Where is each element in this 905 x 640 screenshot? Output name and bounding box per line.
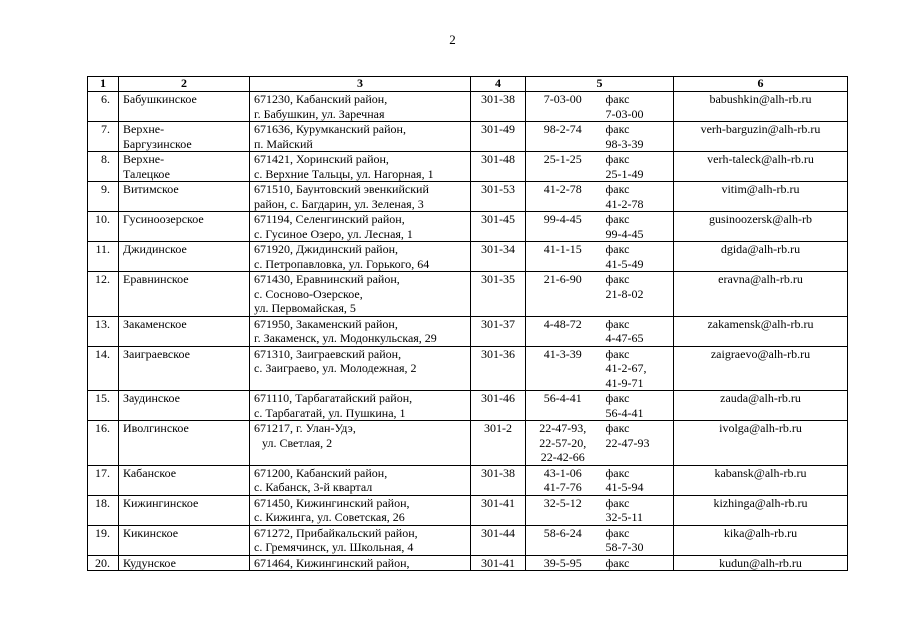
phone-numbers — [526, 212, 600, 242]
phone-line: 43-1-06 — [543, 465, 582, 480]
dialing-code: 301-38 — [471, 92, 526, 122]
phone-line: 22-42-66 — [540, 450, 585, 464]
fax-line: 41-2-78 — [605, 196, 644, 211]
fax-numbers — [600, 525, 674, 555]
forestry-name — [119, 391, 250, 421]
fax-line: 4-47-65 — [605, 331, 644, 345]
forestry-name — [119, 495, 250, 525]
postal-address — [250, 525, 471, 555]
address-line: с. Заиграево, ул. Молодежная, 2 — [254, 361, 417, 375]
fax-line: факс — [605, 92, 630, 106]
phone-numbers — [526, 152, 600, 182]
postal-address — [250, 421, 471, 466]
forestry-name — [119, 152, 250, 182]
fax-numbers — [600, 272, 674, 317]
phone-numbers — [526, 465, 600, 495]
address-line: 671450, Кижингинский район, — [254, 495, 410, 510]
fax-line: факс — [605, 465, 630, 480]
address-line: с. Петропавловка, ул. Горького, 64 — [254, 256, 430, 271]
postal-address — [250, 242, 471, 272]
fax-line: факс — [605, 182, 630, 196]
phone-numbers — [526, 122, 600, 152]
email-address: babushkin@alh-rb.ru — [674, 92, 848, 122]
row-number: 9. — [88, 182, 119, 212]
forestry-name-line: Закаменское — [123, 316, 187, 331]
row-number: 12. — [88, 272, 119, 317]
address-line: с. Кижинга, ул. Советская, 26 — [254, 510, 405, 524]
row-number: 13. — [88, 316, 119, 346]
postal-address — [250, 391, 471, 421]
email-address: zauda@alh-rb.ru — [674, 391, 848, 421]
postal-address — [250, 465, 471, 495]
forestry-name — [119, 421, 250, 466]
fax-line: факс — [605, 525, 630, 540]
page-number: 2 — [449, 32, 456, 47]
address-line: с. Гремячинск, ул. Школьная, 4 — [254, 540, 414, 554]
address-line: 671421, Хоринский район, — [254, 152, 389, 166]
dialing-code: 301-45 — [471, 212, 526, 242]
fax-numbers — [600, 391, 674, 421]
forestry-name — [119, 346, 250, 391]
phone-line: 7-03-00 — [543, 92, 582, 106]
address-line: с. Тарбагатай, ул. Пушкина, 1 — [254, 405, 406, 420]
address-line: 671636, Курумканский район, — [254, 122, 406, 136]
fax-line: факс — [605, 421, 630, 435]
phone-line: 22-57-20, — [539, 435, 587, 450]
fax-line: факс — [605, 495, 630, 510]
address-line: 671950, Закаменский район, — [254, 316, 398, 331]
fax-line: факс — [605, 122, 630, 136]
email-address: ivolga@alh-rb.ru — [674, 421, 848, 466]
forestry-name-line: Заиграевское — [123, 346, 190, 361]
table-row — [88, 495, 848, 525]
row-number: 19. — [88, 525, 119, 555]
fax-line: 32-5-11 — [605, 510, 644, 524]
postal-address — [250, 92, 471, 122]
address-line: 671200, Кабанский район, — [254, 465, 388, 480]
phone-numbers — [526, 555, 600, 571]
row-number: 8. — [88, 152, 119, 182]
email-address: zaigraevo@alh-rb.ru — [674, 346, 848, 391]
phone-line: 41-3-39 — [543, 346, 582, 361]
forestry-name — [119, 182, 250, 212]
fax-line: 98-3-39 — [605, 136, 644, 151]
fax-line: 56-4-41 — [605, 405, 644, 420]
header-col-6: 6 — [674, 77, 848, 92]
header-col-5: 5 — [526, 77, 674, 92]
fax-line: факс — [605, 346, 630, 361]
phone-line: 41-7-76 — [543, 480, 582, 494]
table-row — [88, 316, 848, 346]
fax-line: факс — [605, 316, 630, 331]
phone-line: 21-6-90 — [543, 272, 582, 286]
address-line: 671230, Кабанский район, — [254, 92, 388, 106]
forestry-name-line: Витимское — [123, 182, 179, 196]
address-line: ул. Светлая, 2 — [262, 435, 333, 450]
table-row — [88, 212, 848, 242]
table-row — [88, 421, 848, 466]
dialing-code: 301-36 — [471, 346, 526, 391]
row-number: 14. — [88, 346, 119, 391]
phone-numbers — [526, 391, 600, 421]
fax-line: 41-2-67, — [605, 361, 647, 375]
forestry-name-line: Гусиноозерское — [123, 212, 204, 226]
dialing-code: 301-2 — [471, 421, 526, 466]
fax-numbers — [600, 182, 674, 212]
row-number: 6. — [88, 92, 119, 122]
address-line: ул. Первомайская, 5 — [254, 301, 356, 315]
forestry-name — [119, 92, 250, 122]
row-number: 11. — [88, 242, 119, 272]
forestry-name — [119, 525, 250, 555]
dialing-code: 301-34 — [471, 242, 526, 272]
fax-line: 58-7-30 — [605, 540, 644, 554]
phone-numbers — [526, 272, 600, 317]
fax-numbers — [600, 495, 674, 525]
postal-address — [250, 152, 471, 182]
email-address: gusinoozersk@alh-rb — [674, 212, 848, 242]
fax-numbers — [600, 122, 674, 152]
postal-address — [250, 555, 471, 571]
header-row — [88, 77, 848, 92]
email-address: verh-taleck@alh-rb.ru — [674, 152, 848, 182]
dialing-code: 301-46 — [471, 391, 526, 421]
header-col-3: 3 — [250, 77, 471, 92]
forestry-name-line: Кудунское — [123, 555, 176, 570]
fax-line: 41-5-49 — [605, 256, 644, 271]
fax-line: факс — [605, 391, 630, 405]
fax-line: 99-4-45 — [605, 226, 644, 241]
address-line: 671272, Прибайкальский район, — [254, 525, 418, 540]
phone-line: 58-6-24 — [543, 525, 582, 540]
address-line: с. Кабанск, 3-й квартал — [254, 480, 373, 494]
row-number: 15. — [88, 391, 119, 421]
phone-line: 32-5-12 — [543, 495, 582, 510]
phone-numbers — [526, 525, 600, 555]
address-line: 671110, Тарбагатайский район, — [254, 391, 413, 405]
address-line: 671194, Селенгинский район, — [254, 212, 405, 226]
table-row — [88, 465, 848, 495]
forestry-name-line: Кикинское — [123, 525, 179, 540]
header-col-1: 1 — [88, 77, 119, 92]
fax-numbers — [600, 555, 674, 571]
email-address: vitim@alh-rb.ru — [674, 182, 848, 212]
table-row — [88, 391, 848, 421]
forestry-name-line: Кабанское — [123, 465, 177, 480]
forestry-name — [119, 212, 250, 242]
address-line: 671430, Еравнинский район, — [254, 272, 400, 286]
forestry-name-line: Джидинское — [123, 242, 187, 256]
fax-line: 7-03-00 — [605, 106, 644, 121]
phone-numbers — [526, 92, 600, 122]
address-line: 671310, Заиграевский район, — [254, 346, 402, 361]
forestry-name-line: Заудинское — [123, 391, 180, 405]
row-number: 17. — [88, 465, 119, 495]
table-row — [88, 525, 848, 555]
address-line: п. Майский — [254, 136, 313, 151]
fax-line: факс — [605, 212, 630, 226]
forestry-name — [119, 555, 250, 571]
email-address: eravna@alh-rb.ru — [674, 272, 848, 317]
table-row — [88, 182, 848, 212]
dialing-code: 301-38 — [471, 465, 526, 495]
fax-line: факс — [605, 272, 630, 286]
fax-numbers — [600, 346, 674, 391]
table-body — [88, 92, 848, 571]
email-address: zakamensk@alh-rb.ru — [674, 316, 848, 346]
phone-line: 41-2-78 — [543, 182, 582, 196]
address-line: район, с. Багдарин, ул. Зеленая, 3 — [254, 196, 424, 211]
postal-address — [250, 122, 471, 152]
row-number: 7. — [88, 122, 119, 152]
postal-address — [250, 316, 471, 346]
fax-numbers — [600, 316, 674, 346]
phone-line: 99-4-45 — [543, 212, 582, 226]
address-line: г. Бабушкин, ул. Заречная — [254, 106, 385, 121]
postal-address — [250, 212, 471, 242]
forestry-name-line: Еравнинское — [123, 272, 189, 286]
phone-line: 98-2-74 — [543, 122, 582, 136]
phone-line: 25-1-25 — [543, 152, 582, 166]
forestry-name-line: Верхне- — [123, 122, 165, 136]
phone-line: 4-48-72 — [543, 316, 582, 331]
table-row — [88, 346, 848, 391]
forestry-name-line: Кижингинское — [123, 495, 199, 510]
phone-numbers — [526, 346, 600, 391]
address-line: 671464, Кижингинский район, — [254, 555, 410, 570]
header-col-4: 4 — [471, 77, 526, 92]
phone-numbers — [526, 316, 600, 346]
table-row — [88, 152, 848, 182]
table-row — [88, 122, 848, 152]
dialing-code: 301-48 — [471, 152, 526, 182]
address-line: с. Гусиное Озеро, ул. Лесная, 1 — [254, 226, 413, 241]
address-line: с. Сосново-Озерское, — [254, 286, 363, 301]
fax-numbers — [600, 421, 674, 466]
dialing-code: 301-41 — [471, 555, 526, 571]
postal-address — [250, 272, 471, 317]
row-number: 20. — [88, 555, 119, 571]
forestry-name-line: Верхне- — [123, 152, 165, 166]
fax-line: 41-9-71 — [605, 375, 644, 390]
fax-numbers — [600, 212, 674, 242]
dialing-code: 301-53 — [471, 182, 526, 212]
dialing-code: 301-35 — [471, 272, 526, 317]
dialing-code: 301-44 — [471, 525, 526, 555]
fax-numbers — [600, 152, 674, 182]
email-address: dgida@alh-rb.ru — [674, 242, 848, 272]
dialing-code: 301-41 — [471, 495, 526, 525]
phone-line: 41-1-15 — [543, 242, 582, 256]
email-address: kabansk@alh-rb.ru — [674, 465, 848, 495]
forestry-name — [119, 242, 250, 272]
fax-line: факс — [605, 152, 630, 166]
fax-numbers — [600, 465, 674, 495]
address-line: 671920, Джидинский район, — [254, 242, 399, 256]
phone-line: 22-47-93, — [539, 421, 587, 435]
email-address: kika@alh-rb.ru — [674, 525, 848, 555]
fax-line: факс — [605, 242, 630, 256]
phone-numbers — [526, 182, 600, 212]
row-number: 16. — [88, 421, 119, 466]
postal-address — [250, 182, 471, 212]
table-row — [88, 242, 848, 272]
fax-numbers — [600, 242, 674, 272]
forestry-name-line: Талецкое — [123, 166, 170, 181]
forestry-name — [119, 272, 250, 317]
phone-line: 39-5-95 — [543, 555, 582, 570]
address-line: с. Верхние Тальцы, ул. Нагорная, 1 — [254, 166, 434, 181]
row-number: 10. — [88, 212, 119, 242]
forestry-name-line: Баргузинское — [123, 136, 192, 151]
address-line: 671217, г. Улан-Удэ, — [254, 421, 356, 435]
phone-numbers — [526, 242, 600, 272]
email-address: verh-barguzin@alh-rb.ru — [674, 122, 848, 152]
table-row — [88, 555, 848, 571]
address-line: г. Закаменск, ул. Модонкульская, 29 — [254, 331, 437, 345]
dialing-code: 301-49 — [471, 122, 526, 152]
forestry-name — [119, 465, 250, 495]
forestry-name-line: Бабушкинское — [123, 92, 197, 106]
address-line: 671510, Баунтовский эвенкийский — [254, 182, 429, 196]
fax-line: факс — [605, 555, 630, 570]
postal-address — [250, 495, 471, 525]
fax-line: 25-1-49 — [605, 166, 644, 181]
header-col-2: 2 — [119, 77, 250, 92]
fax-line: 21-8-02 — [605, 286, 644, 301]
fax-line: 41-5-94 — [605, 480, 644, 494]
phone-numbers — [526, 421, 600, 466]
phone-line: 56-4-41 — [543, 391, 582, 405]
email-address: kizhinga@alh-rb.ru — [674, 495, 848, 525]
table-row — [88, 272, 848, 317]
fax-line: 22-47-93 — [605, 435, 650, 450]
email-address: kudun@alh-rb.ru — [674, 555, 848, 571]
forestry-name-line: Иволгинское — [123, 421, 189, 435]
forestry-name — [119, 122, 250, 152]
fax-numbers — [600, 92, 674, 122]
forestry-directory-table — [87, 76, 848, 571]
phone-numbers — [526, 495, 600, 525]
postal-address — [250, 346, 471, 391]
dialing-code: 301-37 — [471, 316, 526, 346]
row-number: 18. — [88, 495, 119, 525]
forestry-name — [119, 316, 250, 346]
table-row — [88, 92, 848, 122]
